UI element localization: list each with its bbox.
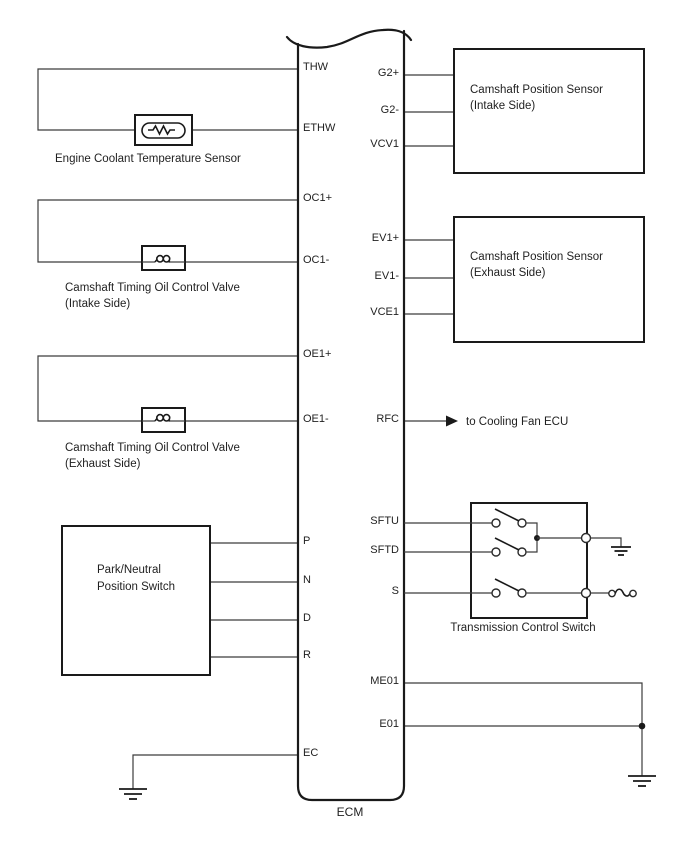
tcs-label: Transmission Control Switch	[450, 622, 596, 634]
contact-circle	[492, 589, 500, 597]
pin-label-p: P	[303, 535, 311, 547]
pin-label-rfc: RFC	[376, 413, 399, 425]
pin-label-d: D	[303, 612, 311, 624]
contact-circle	[518, 519, 526, 527]
cps-intake-label-line1: Camshaft Position Sensor	[470, 84, 603, 96]
pin-label-oc1minus: OC1-	[303, 254, 330, 266]
pin-label-r: R	[303, 649, 311, 661]
rfc-destination-label: to Cooling Fan ECU	[466, 416, 569, 428]
cps-exhaust	[454, 217, 644, 342]
cps-intake	[454, 49, 644, 173]
pnp-switch-box	[62, 526, 210, 675]
contact-circle	[492, 519, 500, 527]
pin-label-ev1minus: EV1-	[374, 270, 399, 282]
contact-circle	[582, 589, 591, 598]
pin-label-g2plus: G2+	[377, 67, 399, 79]
cps-exhaust-box	[454, 217, 644, 342]
pin-label-vce1: VCE1	[370, 306, 399, 318]
pin-label-oe1minus: OE1-	[303, 413, 329, 425]
pin-label-sftu: SFTU	[370, 515, 399, 527]
pin-label-me01: ME01	[370, 675, 399, 687]
pin-label-n: N	[303, 574, 311, 586]
pin-label-ec: EC	[303, 747, 319, 759]
ocv-exhaust-label-line2: (Exhaust Side)	[65, 458, 141, 470]
pin-label-oc1plus: OC1+	[303, 192, 333, 204]
pin-label-sftd: SFTD	[370, 544, 399, 556]
cps-exhaust-label-line1: Camshaft Position Sensor	[470, 251, 603, 263]
pnp-switch-label-line2: Position Switch	[97, 581, 175, 593]
contact-circle	[518, 589, 526, 597]
pin-label-g2minus: G2-	[380, 104, 399, 116]
pin-label-ethw: ETHW	[303, 122, 336, 134]
contact-circle	[630, 590, 636, 596]
coolant-sensor-label: Engine Coolant Temperature Sensor	[55, 153, 241, 165]
pin-label-ev1plus: EV1+	[371, 232, 399, 244]
ocv-intake-label-line1: Camshaft Timing Oil Control Valve	[65, 282, 240, 294]
ocv-intake-label-line2: (Intake Side)	[65, 298, 131, 310]
cps-intake-label-line2: (Intake Side)	[470, 100, 536, 112]
sensor-outer-box	[135, 115, 192, 145]
cps-exhaust-label-line2: (Exhaust Side)	[470, 267, 546, 279]
pin-label-s: S	[391, 585, 399, 597]
contact-circle	[609, 590, 615, 596]
pnp-switch-label-line1: Park/Neutral	[97, 564, 161, 576]
pin-label-vcv1: VCV1	[370, 138, 399, 150]
pin-label-thw: THW	[303, 61, 329, 73]
pin-label-e01: E01	[379, 718, 399, 730]
junction-dot	[639, 723, 646, 730]
contact-circle	[492, 548, 500, 556]
pin-label-oe1plus: OE1+	[303, 348, 332, 360]
ecm-label: ECM	[336, 805, 364, 819]
ocv-exhaust-label-line1: Camshaft Timing Oil Control Valve	[65, 442, 240, 454]
contact-circle	[518, 548, 526, 556]
contact-circle	[582, 534, 591, 543]
pnp-switch	[62, 526, 210, 675]
